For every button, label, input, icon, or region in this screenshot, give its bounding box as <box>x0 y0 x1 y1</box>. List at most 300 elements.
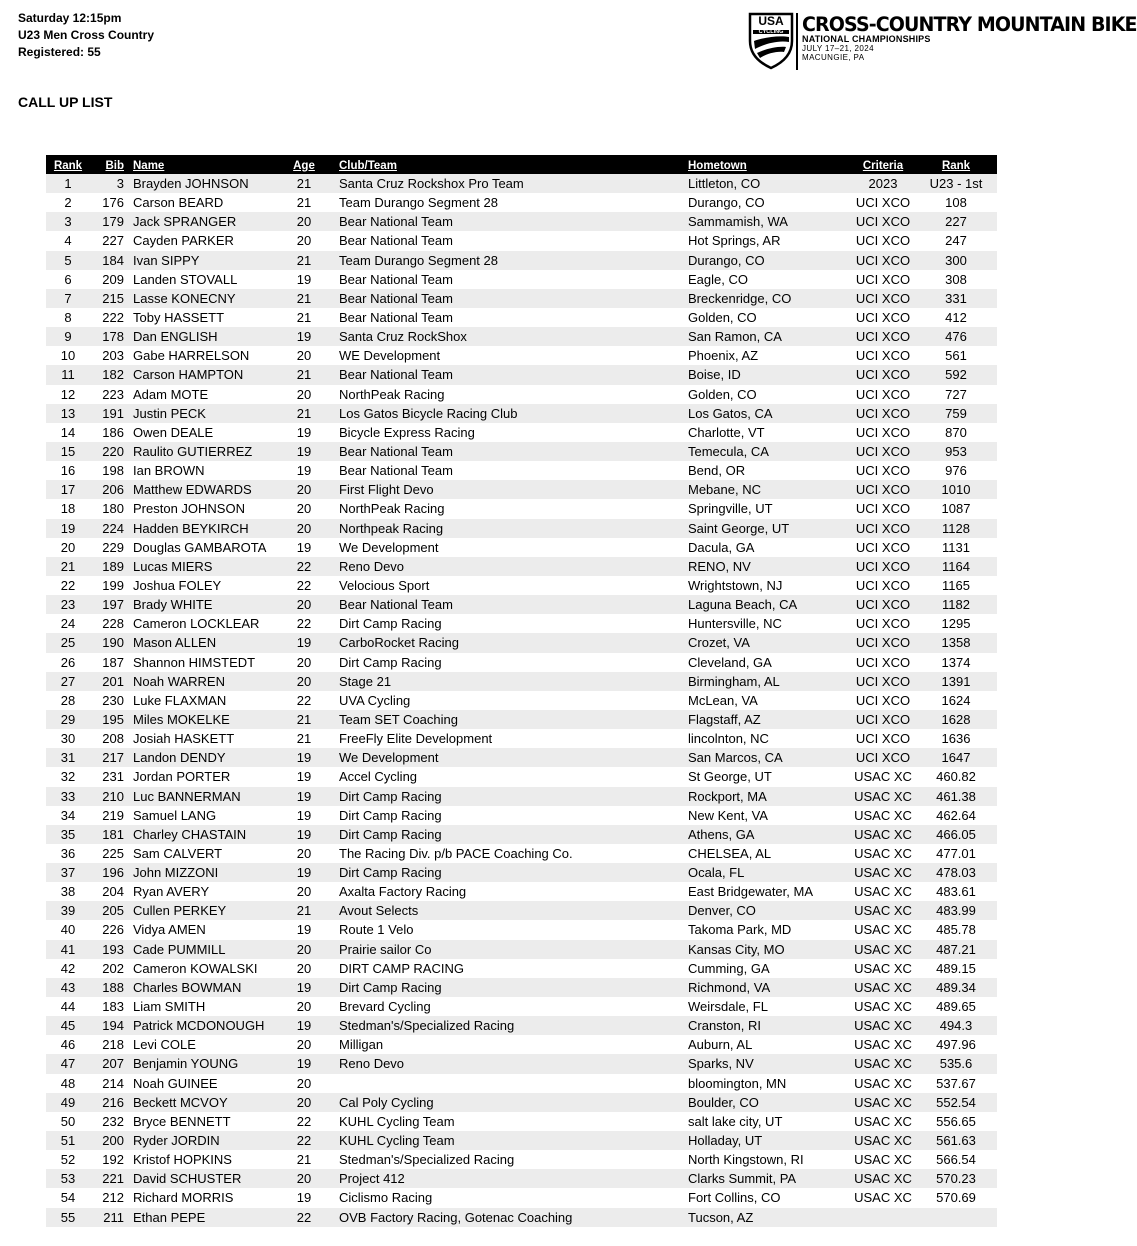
table-row <box>46 978 997 997</box>
cell-age: 21 <box>296 367 312 383</box>
table-row <box>46 1074 997 1093</box>
cell-criteria: UCI XCO <box>855 711 911 727</box>
cell-criteria: USAC XC <box>854 1171 912 1187</box>
cell-criteria-rank: 535.6 <box>939 1056 973 1072</box>
cell-name: Cade PUMMILL <box>133 941 226 957</box>
cell-club: Bicycle Express Racing <box>339 424 475 440</box>
cell-age: 21 <box>296 176 312 191</box>
cell-age: 19 <box>296 788 312 804</box>
cell-rank: 7 <box>64 290 72 306</box>
cell-criteria-rank: 412 <box>945 309 967 325</box>
cell-bib: 219 <box>102 807 124 823</box>
cell-name: Toby HASSETT <box>133 309 225 325</box>
col-criteria-rank: Rank <box>941 160 971 172</box>
cell-name: Hadden BEYKIRCH <box>133 520 249 536</box>
cell-age: 21 <box>296 290 312 306</box>
cell-rank: 43 <box>60 979 76 995</box>
cell-criteria-rank: 483.61 <box>936 884 976 900</box>
cell-hometown: Los Gatos, CA <box>688 405 773 421</box>
cell-club: OVB Factory Racing, Gotenac Coaching <box>339 1209 573 1225</box>
cell-criteria-rank: 477.01 <box>936 845 976 861</box>
cell-name: Cayden PARKER <box>133 233 234 249</box>
cell-rank: 52 <box>60 1152 76 1168</box>
cell-bib: 210 <box>102 788 124 804</box>
cell-hometown: New Kent, VA <box>688 807 768 823</box>
table-row <box>46 270 997 289</box>
cell-name: Owen DEALE <box>133 424 214 440</box>
cell-bib: 204 <box>102 884 124 900</box>
cell-rank: 50 <box>60 1113 76 1129</box>
cell-criteria: USAC XC <box>854 1094 912 1110</box>
cell-hometown: Dacula, GA <box>688 539 755 555</box>
cell-club: Dirt Camp Racing <box>339 865 442 881</box>
call-up-table <box>46 155 997 1227</box>
cell-age: 19 <box>296 424 312 440</box>
table-row <box>46 882 997 901</box>
cell-hometown: North Kingstown, RI <box>688 1152 804 1168</box>
table-row <box>46 1054 997 1073</box>
cell-hometown: Crozet, VA <box>688 635 750 651</box>
cell-name: Mason ALLEN <box>133 635 217 651</box>
cell-criteria: UCI XCO <box>855 424 911 440</box>
cell-age: 20 <box>296 597 312 613</box>
cell-hometown: Boise, ID <box>688 367 741 383</box>
cell-club: FreeFly Elite Development <box>339 731 493 747</box>
cell-name: Brayden JOHNSON <box>133 176 249 191</box>
col-age: Age <box>293 160 315 172</box>
cell-criteria: USAC XC <box>854 1018 912 1034</box>
table-row <box>46 997 997 1016</box>
cell-name: Cameron LOCKLEAR <box>133 616 260 632</box>
cell-name: Lasse KONECNY <box>133 290 236 306</box>
table-row <box>46 423 997 442</box>
cell-age: 20 <box>296 1075 312 1091</box>
cell-age: 22 <box>296 616 312 632</box>
cell-club: Avout Selects <box>339 903 419 919</box>
cell-criteria-rank: 331 <box>945 290 967 306</box>
cell-hometown: Eagle, CO <box>688 271 748 287</box>
cell-bib: 228 <box>102 616 124 632</box>
cell-age: 20 <box>296 482 312 498</box>
cell-criteria-rank: 247 <box>945 233 967 249</box>
cell-club: Team SET Coaching <box>339 711 458 727</box>
cell-name: Matthew EDWARDS <box>133 482 252 498</box>
cell-hometown: Cumming, GA <box>688 960 770 976</box>
cell-criteria: 2023 <box>868 176 898 191</box>
cell-age: 19 <box>296 865 312 881</box>
cell-club: Bear National Team <box>339 290 453 306</box>
cell-age: 20 <box>296 941 312 957</box>
cell-criteria-rank: 461.38 <box>936 788 976 804</box>
cell-bib: 230 <box>102 692 124 708</box>
cell-criteria-rank: 308 <box>945 271 967 287</box>
cell-club: Milligan <box>339 1037 384 1053</box>
cell-criteria: UCI XCO <box>855 673 911 689</box>
cell-hometown: Cleveland, GA <box>688 654 772 670</box>
cell-hometown: Durango, CO <box>688 195 765 211</box>
table-row <box>46 557 997 576</box>
cell-club: KUHL Cycling Team <box>339 1133 455 1149</box>
cell-club: Bear National Team <box>339 233 453 249</box>
cell-bib: 211 <box>103 1209 124 1225</box>
cell-age: 19 <box>296 769 312 785</box>
cell-criteria-rank: 561.63 <box>936 1133 976 1149</box>
cell-bib: 179 <box>102 214 124 230</box>
cell-criteria-rank: 759 <box>945 405 967 421</box>
cell-rank: 19 <box>60 520 76 536</box>
cell-bib: 182 <box>102 367 124 383</box>
cell-name: Ryder JORDIN <box>133 1133 220 1149</box>
cell-rank: 3 <box>64 214 72 230</box>
cell-rank: 51 <box>60 1133 76 1149</box>
cell-age: 20 <box>296 1171 312 1187</box>
cell-bib: 3 <box>116 176 124 191</box>
cell-name: Cameron KOWALSKI <box>133 960 258 976</box>
cell-age: 19 <box>296 271 312 287</box>
event-registered: Registered: 55 <box>18 45 101 59</box>
cell-club: Bear National Team <box>339 597 453 613</box>
cell-name: Jack SPRANGER <box>133 214 237 230</box>
cell-criteria-rank: 1295 <box>941 616 971 632</box>
cell-name: Patrick MCDONOUGH <box>133 1018 265 1034</box>
cell-rank: 20 <box>60 539 76 555</box>
cell-age: 20 <box>296 654 312 670</box>
cell-name: Landen STOVALL <box>133 271 238 287</box>
cell-rank: 21 <box>60 558 76 574</box>
cell-age: 19 <box>296 807 312 823</box>
cell-age: 21 <box>296 1152 312 1168</box>
cell-age: 19 <box>296 750 312 766</box>
cell-name: Levi COLE <box>133 1037 196 1053</box>
cell-name: Landon DENDY <box>133 750 226 766</box>
cell-hometown: Hot Springs, AR <box>688 233 781 249</box>
cell-criteria: USAC XC <box>854 826 912 842</box>
cell-club: Bear National Team <box>339 309 453 325</box>
cell-rank: 22 <box>60 577 76 593</box>
cell-criteria-rank: 537.67 <box>936 1075 976 1091</box>
cell-criteria: UCI XCO <box>855 750 911 766</box>
cell-criteria-rank: 1128 <box>942 520 970 536</box>
cell-criteria: UCI XCO <box>855 654 911 670</box>
cell-criteria-rank: 976 <box>945 463 967 479</box>
cell-rank: 55 <box>60 1209 76 1225</box>
cell-name: Carson HAMPTON <box>133 367 244 383</box>
cell-name: Bryce BENNETT <box>133 1113 231 1129</box>
cell-age: 20 <box>296 233 312 249</box>
event-race: U23 Men Cross Country <box>18 28 155 42</box>
event-datetime: Saturday 12:15pm <box>18 11 122 25</box>
table-row <box>46 691 997 710</box>
cell-bib: 189 <box>102 558 124 574</box>
cell-criteria-rank: 489.34 <box>936 979 976 995</box>
table-row <box>46 404 997 423</box>
cell-criteria: USAC XC <box>854 903 912 919</box>
cell-hometown: Boulder, CO <box>688 1094 759 1110</box>
logo-divider <box>796 13 798 70</box>
cell-rank: 44 <box>60 999 76 1015</box>
cell-rank: 10 <box>60 348 76 364</box>
cell-bib: 229 <box>102 539 124 555</box>
cell-name: Ryan AVERY <box>133 884 210 900</box>
table-row <box>46 1150 997 1169</box>
cell-criteria: UCI XCO <box>855 367 911 383</box>
cell-criteria-rank: 494.3 <box>939 1018 973 1034</box>
cell-rank: 36 <box>60 845 76 861</box>
cell-hometown: Athens, GA <box>688 826 755 842</box>
cell-criteria: USAC XC <box>854 865 912 881</box>
cell-age: 20 <box>296 386 312 402</box>
cell-criteria-rank: 1182 <box>942 597 970 613</box>
cell-criteria: USAC XC <box>854 1037 912 1053</box>
cell-bib: 231 <box>102 769 124 785</box>
cell-criteria: USAC XC <box>854 1133 912 1149</box>
cell-hometown: Cranston, RI <box>688 1018 761 1034</box>
cell-club: Dirt Camp Racing <box>339 807 442 823</box>
cell-age: 19 <box>296 329 312 345</box>
cell-rank: 9 <box>64 329 72 345</box>
cell-club: Los Gatos Bicycle Racing Club <box>339 405 518 421</box>
cell-age: 19 <box>296 826 312 842</box>
cell-club: Bear National Team <box>339 443 453 459</box>
cell-hometown: Huntersville, NC <box>688 616 782 632</box>
table-row <box>46 825 997 844</box>
cell-name: Josiah HASKETT <box>133 731 235 747</box>
col-rank: Rank <box>53 160 83 172</box>
cell-hometown: bloomington, MN <box>688 1075 787 1091</box>
col-criteria: Criteria <box>862 160 904 172</box>
cell-criteria-rank: 566.54 <box>936 1152 976 1168</box>
cell-hometown: Sammamish, WA <box>688 214 788 230</box>
cell-criteria: UCI XCO <box>855 443 911 459</box>
cell-criteria-rank: 870 <box>945 424 967 440</box>
cell-bib: 178 <box>102 329 124 345</box>
cell-age: 20 <box>296 999 312 1015</box>
cell-club: Bear National Team <box>339 214 453 230</box>
table-body <box>46 174 997 1227</box>
cell-rank: 23 <box>60 597 76 613</box>
cell-rank: 47 <box>60 1056 76 1072</box>
cell-club: Santa Cruz Rockshox Pro Team <box>339 176 524 191</box>
cell-criteria: UCI XCO <box>855 233 911 249</box>
cell-criteria-rank: 300 <box>945 252 967 268</box>
cell-hometown: Laguna Beach, CA <box>688 597 798 613</box>
cell-club: Brevard Cycling <box>339 999 431 1015</box>
table-row <box>46 327 997 346</box>
table-row <box>46 729 997 748</box>
cell-club: Dirt Camp Racing <box>339 654 442 670</box>
cell-name: Noah WARREN <box>133 673 225 689</box>
cell-age: 21 <box>296 903 312 919</box>
cell-criteria-rank: 476 <box>945 329 967 345</box>
cell-hometown: Tucson, AZ <box>688 1209 754 1225</box>
cell-criteria-rank: 483.99 <box>936 903 976 919</box>
cell-name: Cullen PERKEY <box>133 903 227 919</box>
cell-club: Accel Cycling <box>339 769 418 785</box>
cell-club: Dirt Camp Racing <box>339 826 442 842</box>
cell-bib: 187 <box>102 654 124 670</box>
cell-name: Joshua FOLEY <box>133 577 222 593</box>
cell-age: 19 <box>296 1190 312 1206</box>
cell-bib: 184 <box>102 252 124 268</box>
cell-name: Brady WHITE <box>133 597 213 613</box>
document-title: CALL UP LIST <box>18 94 113 110</box>
cell-age: 21 <box>296 195 312 211</box>
cell-club: Dirt Camp Racing <box>339 788 442 804</box>
table-row <box>46 519 997 538</box>
cell-club: Dirt Camp Racing <box>339 979 442 995</box>
cell-criteria-rank: 953 <box>945 443 967 459</box>
table-row <box>46 1169 997 1188</box>
cell-rank: 16 <box>60 463 76 479</box>
cell-hometown: Wrightstown, NJ <box>688 577 783 593</box>
cell-age: 20 <box>296 348 312 364</box>
cell-criteria: UCI XCO <box>855 577 911 593</box>
cell-criteria-rank: 1010 <box>941 482 971 498</box>
cell-age: 21 <box>296 731 312 747</box>
table-row <box>46 193 997 212</box>
cell-hometown: Mebane, NC <box>688 482 761 498</box>
cell-criteria-rank: 1636 <box>941 731 971 747</box>
cell-name: Benjamin YOUNG <box>133 1056 239 1072</box>
cell-criteria-rank: 592 <box>945 367 967 383</box>
cell-hometown: Flagstaff, AZ <box>688 711 761 727</box>
cell-rank: 45 <box>60 1018 76 1034</box>
cell-name: Vidya AMEN <box>133 922 206 938</box>
cell-rank: 39 <box>60 903 76 919</box>
cell-criteria: UCI XCO <box>855 635 911 651</box>
cell-age: 22 <box>296 558 312 574</box>
cell-criteria: USAC XC <box>854 1113 912 1129</box>
cell-bib: 207 <box>102 1056 124 1072</box>
cell-rank: 37 <box>60 865 76 881</box>
cell-club: First Flight Devo <box>339 482 434 498</box>
cell-criteria-rank: 227 <box>945 214 967 230</box>
cell-hometown: Ocala, FL <box>688 865 745 881</box>
cell-criteria: UCI XCO <box>855 386 911 402</box>
cell-rank: 27 <box>60 673 76 689</box>
cell-hometown: St George, UT <box>688 769 772 785</box>
cell-rank: 24 <box>60 616 76 632</box>
cell-hometown: Littleton, CO <box>688 176 761 191</box>
cell-hometown: Denver, CO <box>688 903 756 919</box>
cell-club: Route 1 Velo <box>339 922 414 938</box>
cell-criteria-rank: 561 <box>945 348 967 364</box>
cell-age: 20 <box>296 960 312 976</box>
cell-club: Prairie sailor Co <box>339 941 432 957</box>
cell-criteria: USAC XC <box>854 1056 912 1072</box>
cell-criteria: UCI XCO <box>855 290 911 306</box>
cell-age: 21 <box>296 309 312 325</box>
cell-name: Dan ENGLISH <box>133 329 218 345</box>
cell-name: Preston JOHNSON <box>133 501 245 517</box>
cell-bib: 225 <box>102 845 124 861</box>
cell-bib: 222 <box>102 309 124 325</box>
cell-age: 19 <box>296 635 312 651</box>
table-row <box>46 499 997 518</box>
cell-bib: 186 <box>102 424 124 440</box>
cell-bib: 226 <box>102 922 124 938</box>
cell-rank: 2 <box>64 195 72 211</box>
cell-criteria-rank: 1391 <box>941 673 971 689</box>
cell-criteria-rank: U23 - 1st <box>929 176 983 191</box>
cell-rank: 1 <box>64 176 72 191</box>
cell-name: David SCHUSTER <box>133 1171 242 1187</box>
cell-bib: 209 <box>102 271 124 287</box>
cell-name: Ian BROWN <box>133 463 205 479</box>
cell-criteria: UCI XCO <box>855 692 911 708</box>
table-row <box>46 1035 997 1054</box>
cell-criteria: USAC XC <box>854 788 912 804</box>
cell-criteria-rank: 570.69 <box>936 1190 976 1206</box>
cell-name: Justin PECK <box>133 405 206 421</box>
cell-criteria-rank: 485.78 <box>936 922 976 938</box>
cell-criteria-rank: 108 <box>945 195 967 211</box>
table-row <box>46 633 997 652</box>
cell-age: 20 <box>296 520 312 536</box>
cell-criteria: UCI XCO <box>855 195 911 211</box>
cell-age: 21 <box>296 711 312 727</box>
table-row <box>46 1208 997 1227</box>
table-row <box>46 346 997 365</box>
cell-rank: 5 <box>64 252 72 268</box>
cell-criteria-rank: 556.65 <box>936 1113 976 1129</box>
cell-rank: 46 <box>60 1037 76 1053</box>
cell-hometown: CHELSEA, AL <box>688 845 772 861</box>
cell-criteria: UCI XCO <box>855 463 911 479</box>
cell-rank: 11 <box>61 367 75 383</box>
cell-age: 20 <box>296 1037 312 1053</box>
table-row <box>46 1093 997 1112</box>
table-row <box>46 959 997 978</box>
cell-criteria-rank: 489.15 <box>936 960 976 976</box>
cell-bib: 214 <box>102 1075 124 1091</box>
table-row <box>46 920 997 939</box>
cell-rank: 49 <box>60 1094 76 1110</box>
cell-name: Richard MORRIS <box>133 1190 234 1206</box>
cell-club: Ciclismo Racing <box>339 1190 433 1206</box>
cell-bib: 218 <box>102 1037 124 1053</box>
cell-name: Luc BANNERMAN <box>133 788 241 804</box>
cell-club: Northpeak Racing <box>339 520 444 536</box>
cell-rank: 15 <box>60 443 76 459</box>
cell-club: Project 412 <box>339 1171 405 1187</box>
logo-title: CROSS-COUNTRY MOUNTAIN BIKE <box>802 13 1137 37</box>
cell-name: Liam SMITH <box>133 999 206 1015</box>
cell-bib: 205 <box>102 903 124 919</box>
cell-bib: 216 <box>102 1094 124 1110</box>
cell-age: 22 <box>296 577 312 593</box>
cell-hometown: Rockport, MA <box>688 788 767 804</box>
col-name: Name <box>133 160 165 172</box>
cell-rank: 18 <box>60 501 76 517</box>
cell-age: 22 <box>296 692 312 708</box>
table-row <box>46 480 997 499</box>
cell-bib: 196 <box>102 865 124 881</box>
table-row <box>46 174 997 193</box>
cell-hometown: Golden, CO <box>688 309 757 325</box>
table-row <box>46 787 997 806</box>
cell-name: Kristof HOPKINS <box>133 1152 232 1168</box>
cell-hometown: Temecula, CA <box>688 443 769 459</box>
cell-criteria: UCI XCO <box>855 214 911 230</box>
cell-age: 22 <box>296 1209 312 1225</box>
cell-criteria: UCI XCO <box>855 329 911 345</box>
cell-bib: 224 <box>102 520 124 536</box>
cell-bib: 208 <box>102 731 124 747</box>
cell-bib: 198 <box>102 463 124 479</box>
cell-bib: 200 <box>102 1133 124 1149</box>
cell-rank: 14 <box>60 424 76 440</box>
